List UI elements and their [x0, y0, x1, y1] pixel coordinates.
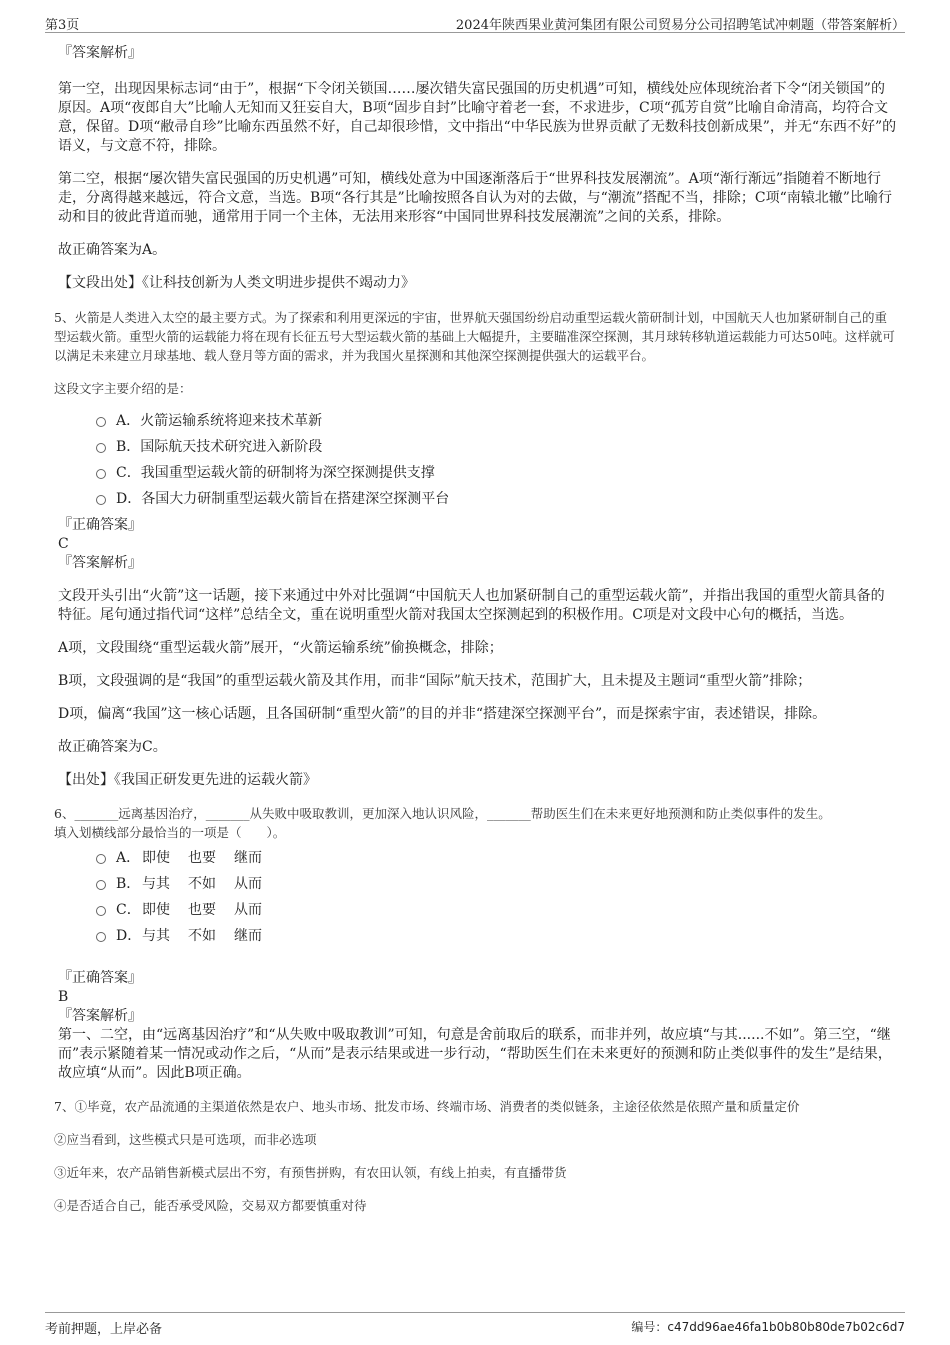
analysis-paragraph: A项，文段围绕“重型运载火箭”展开，“火箭运输系统”偷换概念，排除；	[58, 640, 503, 656]
answer-value: B	[58, 989, 69, 1005]
radio-icon[interactable]	[96, 854, 106, 864]
sentence-item: ④是否适合自己，能否承受风险，交易双方都要慎重对待	[54, 1198, 367, 1213]
question-stem: 6、_______远离基因治疗，_______从失败中吸取教训，更加深入地认识风险，_______帮助医生们在未来更好地预测和防止类似事件的发生。	[54, 806, 831, 821]
footer-slogan: 考前押题，上岸必备	[45, 1322, 163, 1337]
page-footer	[45, 1312, 905, 1335]
page-header	[45, 12, 905, 33]
option-d[interactable]: D．各国大力研制重型运载火箭旨在搭建深空探测平台	[96, 486, 898, 512]
radio-icon[interactable]	[96, 443, 106, 453]
sentence-item: ③近年来，农产品销售新模式层出不穷，有预售拼购，有农田认领，有线上拍卖，有直播带货	[54, 1165, 567, 1180]
analysis-label: 『答案解析』	[58, 1008, 142, 1024]
answer-label: 『正确答案』	[58, 970, 142, 986]
question-prompt: 填入划横线部分最恰当的一项是（ ）。	[54, 825, 286, 840]
option-list	[58, 408, 898, 512]
option-a[interactable]: A． 即使 也要 继而	[96, 845, 898, 871]
document-title: 2024年陕西果业黄河集团有限公司贸易分公司招聘笔试冲刺题（带答案解析）	[455, 18, 905, 33]
question-stem: 5、火箭是人类进入太空的最主要方式。为了探索和利用更深远的宇宙，世界航天强国纷纷启动重型运载火箭研制计划，中国航天人也加紧研制自己的重型运载火箭。重型火箭的运载能力将在现有长征五号大型运载火箭的基础上大幅提升，主要瞄准深空探测，其月球转移轨道运载能力可达50吨。这样就可以满足未来建立月球基地、载人登月等方面的需求，并为我国火星探测和其他深空探测提供强大的运载平台。	[54, 310, 895, 363]
radio-icon[interactable]	[96, 469, 106, 479]
option-c[interactable]: C．我国重型运载火箭的研制将为深空探测提供支撑	[96, 460, 898, 486]
question-stem: 7、①毕竟，农产品流通的主渠道依然是农户、地头市场、批发市场、终端市场、消费者的类似链条，主途径依然是依照产量和质量定价	[54, 1099, 800, 1114]
analysis-paragraph: D项，偏离“我国”这一核心话题，且各国研制“重型火箭”的目的并非“搭建深空探测平台”，而是探索宇宙，表述错误，排除。	[58, 706, 827, 722]
document-body	[54, 44, 898, 1215]
source-citation: 【文段出处】《让科技创新为人类文明进步提供不竭动力》	[58, 275, 415, 291]
analysis-paragraph: 第二空，根据“屡次错失富民强国的历史机遇”可知，横线处意为中国逐渐落后于“世界科技发展潮流”。A项“渐行渐远”指随着不断地行走，分离得越来越远，符合文意，当选。B项“各行其是”比喻按照各自认为对的去做，与“潮流”搭配不当，排除；C项“南辕北辙”比喻行动和目的彼此背道而驰，通常用于同一个主体，无法用来形容“中国同世界科技发展潮流”之间的关系，排除。	[58, 171, 892, 225]
analysis-label: 『答案解析』	[58, 555, 142, 571]
option-c[interactable]: C．即使 也要 从而	[96, 897, 898, 923]
option-b[interactable]: B．国际航天技术研究进入新阶段	[96, 434, 898, 460]
option-b[interactable]: B． 与其 不如 从而	[96, 871, 898, 897]
page-number: 第3页	[45, 18, 80, 33]
conclusion: 故正确答案为C。	[58, 739, 167, 755]
radio-icon[interactable]	[96, 932, 106, 942]
analysis-paragraph: 第一、二空，由“远离基因治疗”和“从失败中吸取教训”可知，句意是舍前取后的联系，而非并列，故应填“与其......不如”。第三空，“继而”表示紧随着某一情况或动作之后，“从而”是表示结果或进一步行动，“帮助医生们在未来更好的预测和防止类似事件的发生”是结果，故应填“从而”。因此B项正确。	[58, 1027, 892, 1081]
analysis-paragraph: 文段开头引出“火箭”这一话题，接下来通过中外对比强调“中国航天人也加紧研制自己的重型运载火箭”，并指出我国的重型火箭具备的特征。尾句通过指代词“这样”总结全文，重在说明重型火箭对我国太空探测起到的积极作用。C项是对文段中心句的概括，当选。	[58, 588, 885, 623]
question-prompt: 这段文字主要介绍的是：	[54, 381, 192, 396]
sentence-item: ②应当看到，这些模式只是可选项，而非必选项	[54, 1132, 317, 1147]
answer-value: C	[58, 536, 69, 552]
option-list	[58, 845, 898, 949]
conclusion: 故正确答案为A。	[58, 242, 167, 258]
analysis-paragraph: 第一空，出现因果标志词“由于”，根据“下令闭关锁国……屡次错失富民强国的历史机遇”可知，横线处应体现统治者下令“闭关锁国”的原因。A项“夜郎自大”比喻人无知而又狂妄自大，B项“固步自封”比喻守着老一套，不求进步，C项“孤芳自赏”比喻自命清高，均符合文意，保留。D项“敝帚自珍”比喻东西虽然不好，自己却很珍惜，文中指出“中华民族为世界贡献了无数科技创新成果”，并无“东西不好”的语义，与文意不符，排除。	[58, 81, 897, 154]
radio-icon[interactable]	[96, 495, 106, 505]
document-id: 编号：c47dd96ae46fa1b0b80b80de7b02c6d7	[631, 1320, 905, 1334]
radio-icon[interactable]	[96, 880, 106, 890]
analysis-label: 『答案解析』	[58, 45, 142, 61]
radio-icon[interactable]	[96, 906, 106, 916]
option-d[interactable]: D．与其 不如 继而	[96, 923, 898, 949]
source-citation: 【出处】《我国正研发更先进的运载火箭》	[58, 772, 317, 788]
answer-label: 『正确答案』	[58, 517, 142, 533]
option-a[interactable]: A．火箭运输系统将迎来技术革新	[96, 408, 898, 434]
analysis-paragraph: B项，文段强调的是“我国”的重型运载火箭及其作用，而非“国际”航天技术，范围扩大，且未提及主题词“重型火箭”排除；	[58, 673, 812, 689]
radio-icon[interactable]	[96, 417, 106, 427]
